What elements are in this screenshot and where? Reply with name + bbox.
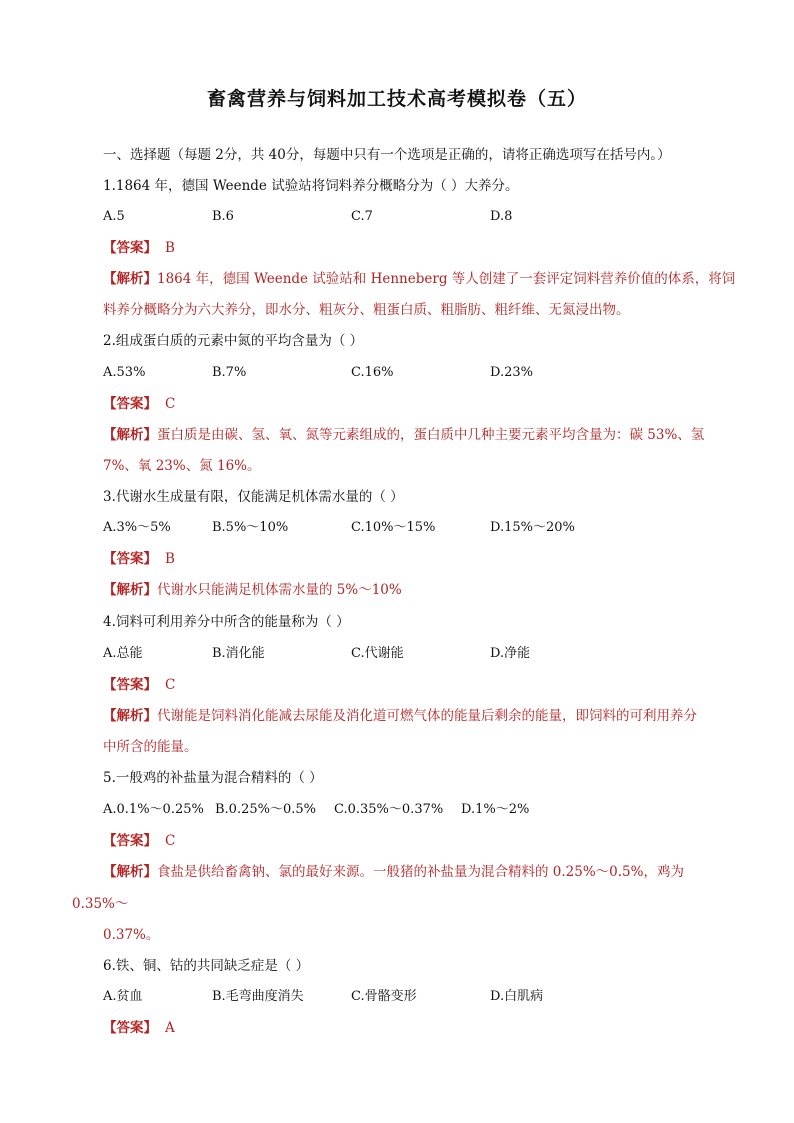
analysis-label: 【解析】 — [103, 708, 157, 724]
question-1-option-b: B.6 — [212, 209, 234, 224]
page-title: 畜禽营养与饲料加工技术高考模拟卷（五） — [206, 88, 587, 110]
question-4-option-a: A.总能 — [103, 646, 143, 661]
answer-value: B — [165, 240, 175, 256]
question-6-option-c: C.骨骼变形 — [351, 989, 417, 1004]
question-4-answer — [103, 675, 175, 695]
question-4-option-d: D.净能 — [490, 646, 531, 661]
question-6-option-d: D.白肌病 — [490, 989, 544, 1004]
question-3-option-d: D.15%～20% — [490, 520, 575, 535]
question-2-answer — [103, 394, 175, 414]
question-1-answer — [103, 238, 175, 258]
analysis-label: 【解析】 — [103, 864, 157, 880]
analysis-label: 【解析】 — [103, 582, 157, 598]
question-5-option-d: D.1%～2% — [461, 802, 530, 817]
analysis-line: 0.35%～ — [72, 896, 129, 912]
question-5-option-a: A.0.1%～0.25% — [103, 802, 204, 817]
question-6-option-a: A.贫血 — [103, 989, 143, 1004]
question-1-option-d: D.8 — [490, 209, 513, 224]
question-1-option-a: A.5 — [103, 209, 125, 224]
analysis-line: 代谢能是饲料消化能减去尿能及消化道可燃气体的能量后剩余的能量，即饲料的可利用养分 — [157, 708, 697, 724]
analysis-label: 【解析】 — [103, 427, 157, 443]
answer-value: C — [165, 833, 176, 849]
question-3-stem: 3.代谢水生成量有限，仅能满足机体需水量的（ ） — [103, 489, 404, 505]
question-5-option-c: C.0.35%～0.37% — [334, 802, 444, 817]
question-1-option-c: C.7 — [351, 209, 373, 224]
analysis-line: 蛋白质是由碳、氢、氧、氮等元素组成的，蛋白质中几种主要元素平均含量为：碳 53%、氢 — [157, 427, 705, 443]
question-4-stem: 4.饲料可利用养分中所含的能量称为（ ） — [103, 614, 350, 630]
question-2-option-b: B.7% — [212, 365, 247, 380]
question-2-analysis — [103, 425, 704, 445]
question-1-stem: 1.1864 年，德国 Weende 试验站将饲料养分概略分为（ ）大养分。 — [103, 178, 519, 194]
analysis-line: 0.37%。 — [103, 927, 160, 943]
question-1-analysis — [103, 269, 735, 289]
question-5-option-b: B.0.25%～0.5% — [215, 802, 317, 817]
question-6-answer — [103, 1018, 175, 1038]
answer-label: 【答案】 — [103, 677, 157, 693]
analysis-line: 料养分概略分为六大养分，即水分、粗灰分、粗蛋白质、粗脂肪、粗纤维、无氮浸出物。 — [103, 302, 630, 318]
answer-label: 【答案】 — [103, 240, 157, 256]
section-heading: 一、选择题（每题 2分，共 40分，每题中只有一个选项是正确的，请将正确选项写在括号内。） — [103, 147, 671, 163]
answer-value: A — [165, 1020, 175, 1036]
question-6-option-b: B.毛弯曲度消失 — [212, 989, 304, 1004]
question-2-option-a: A.53% — [103, 365, 146, 380]
question-2-option-c: C.16% — [351, 365, 394, 380]
question-4-analysis — [103, 706, 697, 726]
analysis-line: 7%、氧 23%、氮 16%。 — [103, 458, 261, 474]
analysis-line: 食盐是供给畜禽钠、氯的最好来源。一般猪的补盐量为混合精料的 0.25%～0.5%，鸡为 — [157, 864, 684, 880]
answer-label: 【答案】 — [103, 1020, 157, 1036]
question-4-option-c: C.代谢能 — [351, 646, 404, 661]
question-5-stem: 5.一般鸡的补盐量为混合精料的（ ） — [103, 770, 323, 786]
answer-label: 【答案】 — [103, 833, 157, 849]
question-5-analysis — [103, 862, 684, 882]
question-3-option-a: A.3%～5% — [103, 520, 171, 535]
question-3-option-b: B.5%～10% — [212, 520, 289, 535]
answer-value: C — [165, 396, 176, 412]
analysis-label: 【解析】 — [103, 271, 157, 287]
answer-label: 【答案】 — [103, 396, 157, 412]
answer-label: 【答案】 — [103, 551, 157, 567]
answer-value: B — [165, 551, 175, 567]
question-5-answer — [103, 831, 175, 851]
answer-value: C — [165, 677, 176, 693]
question-3-option-c: C.10%～15% — [351, 520, 436, 535]
question-4-option-b: B.消化能 — [212, 646, 265, 661]
analysis-line: 代谢水只能满足机体需水量的 5%～10% — [157, 582, 402, 598]
question-2-option-d: D.23% — [490, 365, 533, 380]
analysis-line: 1864 年，德国 Weende 试验站和 Henneberg 等人创建了一套评定饲料营养价值的体系，将饲 — [157, 271, 736, 287]
question-6-stem: 6.铁、铜、钴的共同缺乏症是（ ） — [103, 958, 310, 974]
question-3-analysis — [103, 580, 402, 600]
analysis-line: 中所含的能量。 — [103, 739, 198, 755]
question-2-stem: 2.组成蛋白质的元素中氮的平均含量为（ ） — [103, 333, 364, 349]
question-3-answer — [103, 549, 175, 569]
